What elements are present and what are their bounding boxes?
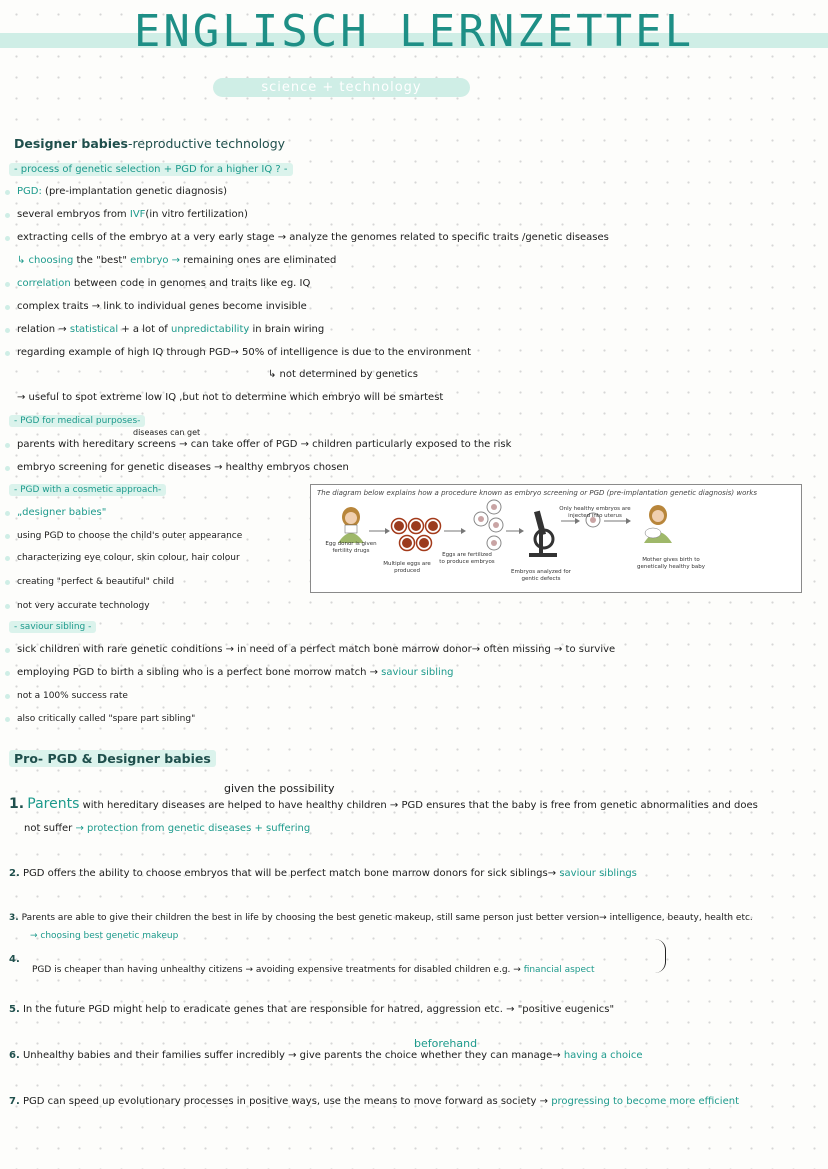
saviour-label: - saviour sibling - [9,620,96,634]
note-line: embryo screening for genetic diseases → healthy embryos chosen [17,462,349,473]
bullet [5,580,10,585]
pro-item-6: 6. Unhealthy babies and their families suffer incredibly → give parents the choice whether they can manage→ having a choice [9,1050,643,1061]
note-line: employing PGD to birth a sibling who is a perfect bone morrow match → saviour sibling [17,667,454,678]
step-label: Egg donor is given fertility drugs [325,541,377,554]
note-line: regarding example of high IQ through PGD→ 50% of intelligence is due to the environment [17,347,472,358]
note-line: parents with hereditary screens → can take offer of PGD → children particularly exposed to the risk [17,439,512,450]
bracket-mark [655,939,666,973]
section-heading-designer-babies: Designer babies-reproductive technology [14,136,286,151]
annotation: given the possibility [224,782,335,795]
note-line: ↳ not determined by genetics [268,369,418,380]
note-line: characterizing eye colour, skin colour, hair colour [17,553,240,563]
bullet [5,328,10,333]
cosmetic-label: - PGD with a cosmetic approach- [9,483,166,497]
annotation: beforehand [414,1037,478,1050]
note-line: extracting cells of the embryo at a very early stage → analyze the genomes related to specific traits /genetic diseases [17,232,609,243]
designer-babies-term: „designer babies" [17,507,107,518]
annotation: diseases can get [133,428,201,437]
pro-item-4-num: 4. [9,954,20,965]
embryo-screening-diagram [310,484,802,593]
note-line: not a 100% success rate [17,691,128,701]
note-line: relation → statistical + a lot of unpredictability in brain wiring [17,324,325,335]
note-line: several embryos from IVF(in vitro fertilization) [17,209,248,220]
eggs-icon [392,519,441,551]
note-line: creating "perfect & beautiful" child [17,577,175,587]
subtitle-pill [213,78,470,97]
pro-item-3: 3. Parents are able to give their children the best in life by choosing the best genetic makeup, still same person just better version→ intelligence, beauty, health etc. [9,913,753,923]
microscope-icon [529,511,557,557]
pro-item-1-cont: not suffer → protection from genetic diseases + suffering [24,823,311,834]
subtitle: science + technology [261,80,422,95]
step-label: Embryos analyzed for gentic defects [511,569,571,582]
bullet [5,443,10,448]
bullet [5,534,10,539]
pro-heading: Pro- PGD & Designer babies [9,752,216,766]
note-line: PGD: (pre-implantation genetic diagnosis) [17,186,227,197]
bullet [5,694,10,699]
bullet [5,236,10,241]
bullet [5,648,10,653]
medical-label: - PGD for medical purposes- [9,414,145,428]
bullet [5,466,10,471]
note-line: → useful to spot extreme low IQ ,but not to determine which embryo will be smartest [17,392,444,403]
step-label: Mother gives birth to genetically healthy baby [637,557,705,570]
bullet [5,305,10,310]
bullet [5,282,10,287]
note-line: not very accurate technology [17,601,150,611]
step-label: Multiple eggs are produced [383,561,431,574]
bullet [5,671,10,676]
bullet [5,511,10,516]
note-line: complex traits → link to individual genes become invisible [17,301,307,312]
embryos-icon [474,500,503,550]
woman-icon [338,507,364,543]
process-label: - process of genetic selection + PGD for a higher IQ ? - [9,163,293,177]
bullet [5,604,10,609]
pro-item-4: PGD is cheaper than having unhealthy citizens → avoiding expensive treatments for disabled children e.g. → financial aspect [32,965,595,975]
bullet [5,556,10,561]
note-line: also critically called "spare part sibling" [17,714,196,724]
pro-item-1: 1. Parents with hereditary diseases are helped to have healthy children → PGD ensures that the baby is free from genetic abnormalities and does [9,796,758,812]
pro-item-7: 7. PGD can speed up evolutionary processes in positive ways, use the means to move forward as society → progressing to become more efficient [9,1096,739,1107]
bullet [5,351,10,356]
pro-item-5: 5. In the future PGD might help to eradicate genes that are responsible for hatred, aggression etc. → "positive eugenics" [9,1004,615,1015]
pro-item-2: 2. PGD offers the ability to choose embryos that will be perfect match bone marrow donors for sick siblings→ saviour siblings [9,868,637,879]
note-line: using PGD to choose the child's outer appearance [17,531,243,541]
step-label: Eggs are fertilized to produce embryos [439,552,495,565]
pro-item-3-cont: → choosing best genetic makeup [30,931,179,941]
diagram-caption: The diagram below explains how a procedure known as embryo screening or PGD (pre-implantation genetic diagnosis) works [317,489,757,497]
mother-baby-icon [644,505,672,543]
bullet [5,213,10,218]
step-label: Only healthy embryos are injected into uterus [559,506,631,519]
page-title: ENGLISCH LERNZETTEL [133,6,695,57]
note-line: sick children with rare genetic conditions → in need of a perfect match bone marrow donor→ often missing → to survive [17,644,616,655]
bullet [5,717,10,722]
bullet [5,190,10,195]
note-line: correlation between code in genomes and traits like eg. IQ [17,278,311,289]
note-line: ↳ choosing the "best" embryo → remaining ones are eliminated [17,255,337,266]
